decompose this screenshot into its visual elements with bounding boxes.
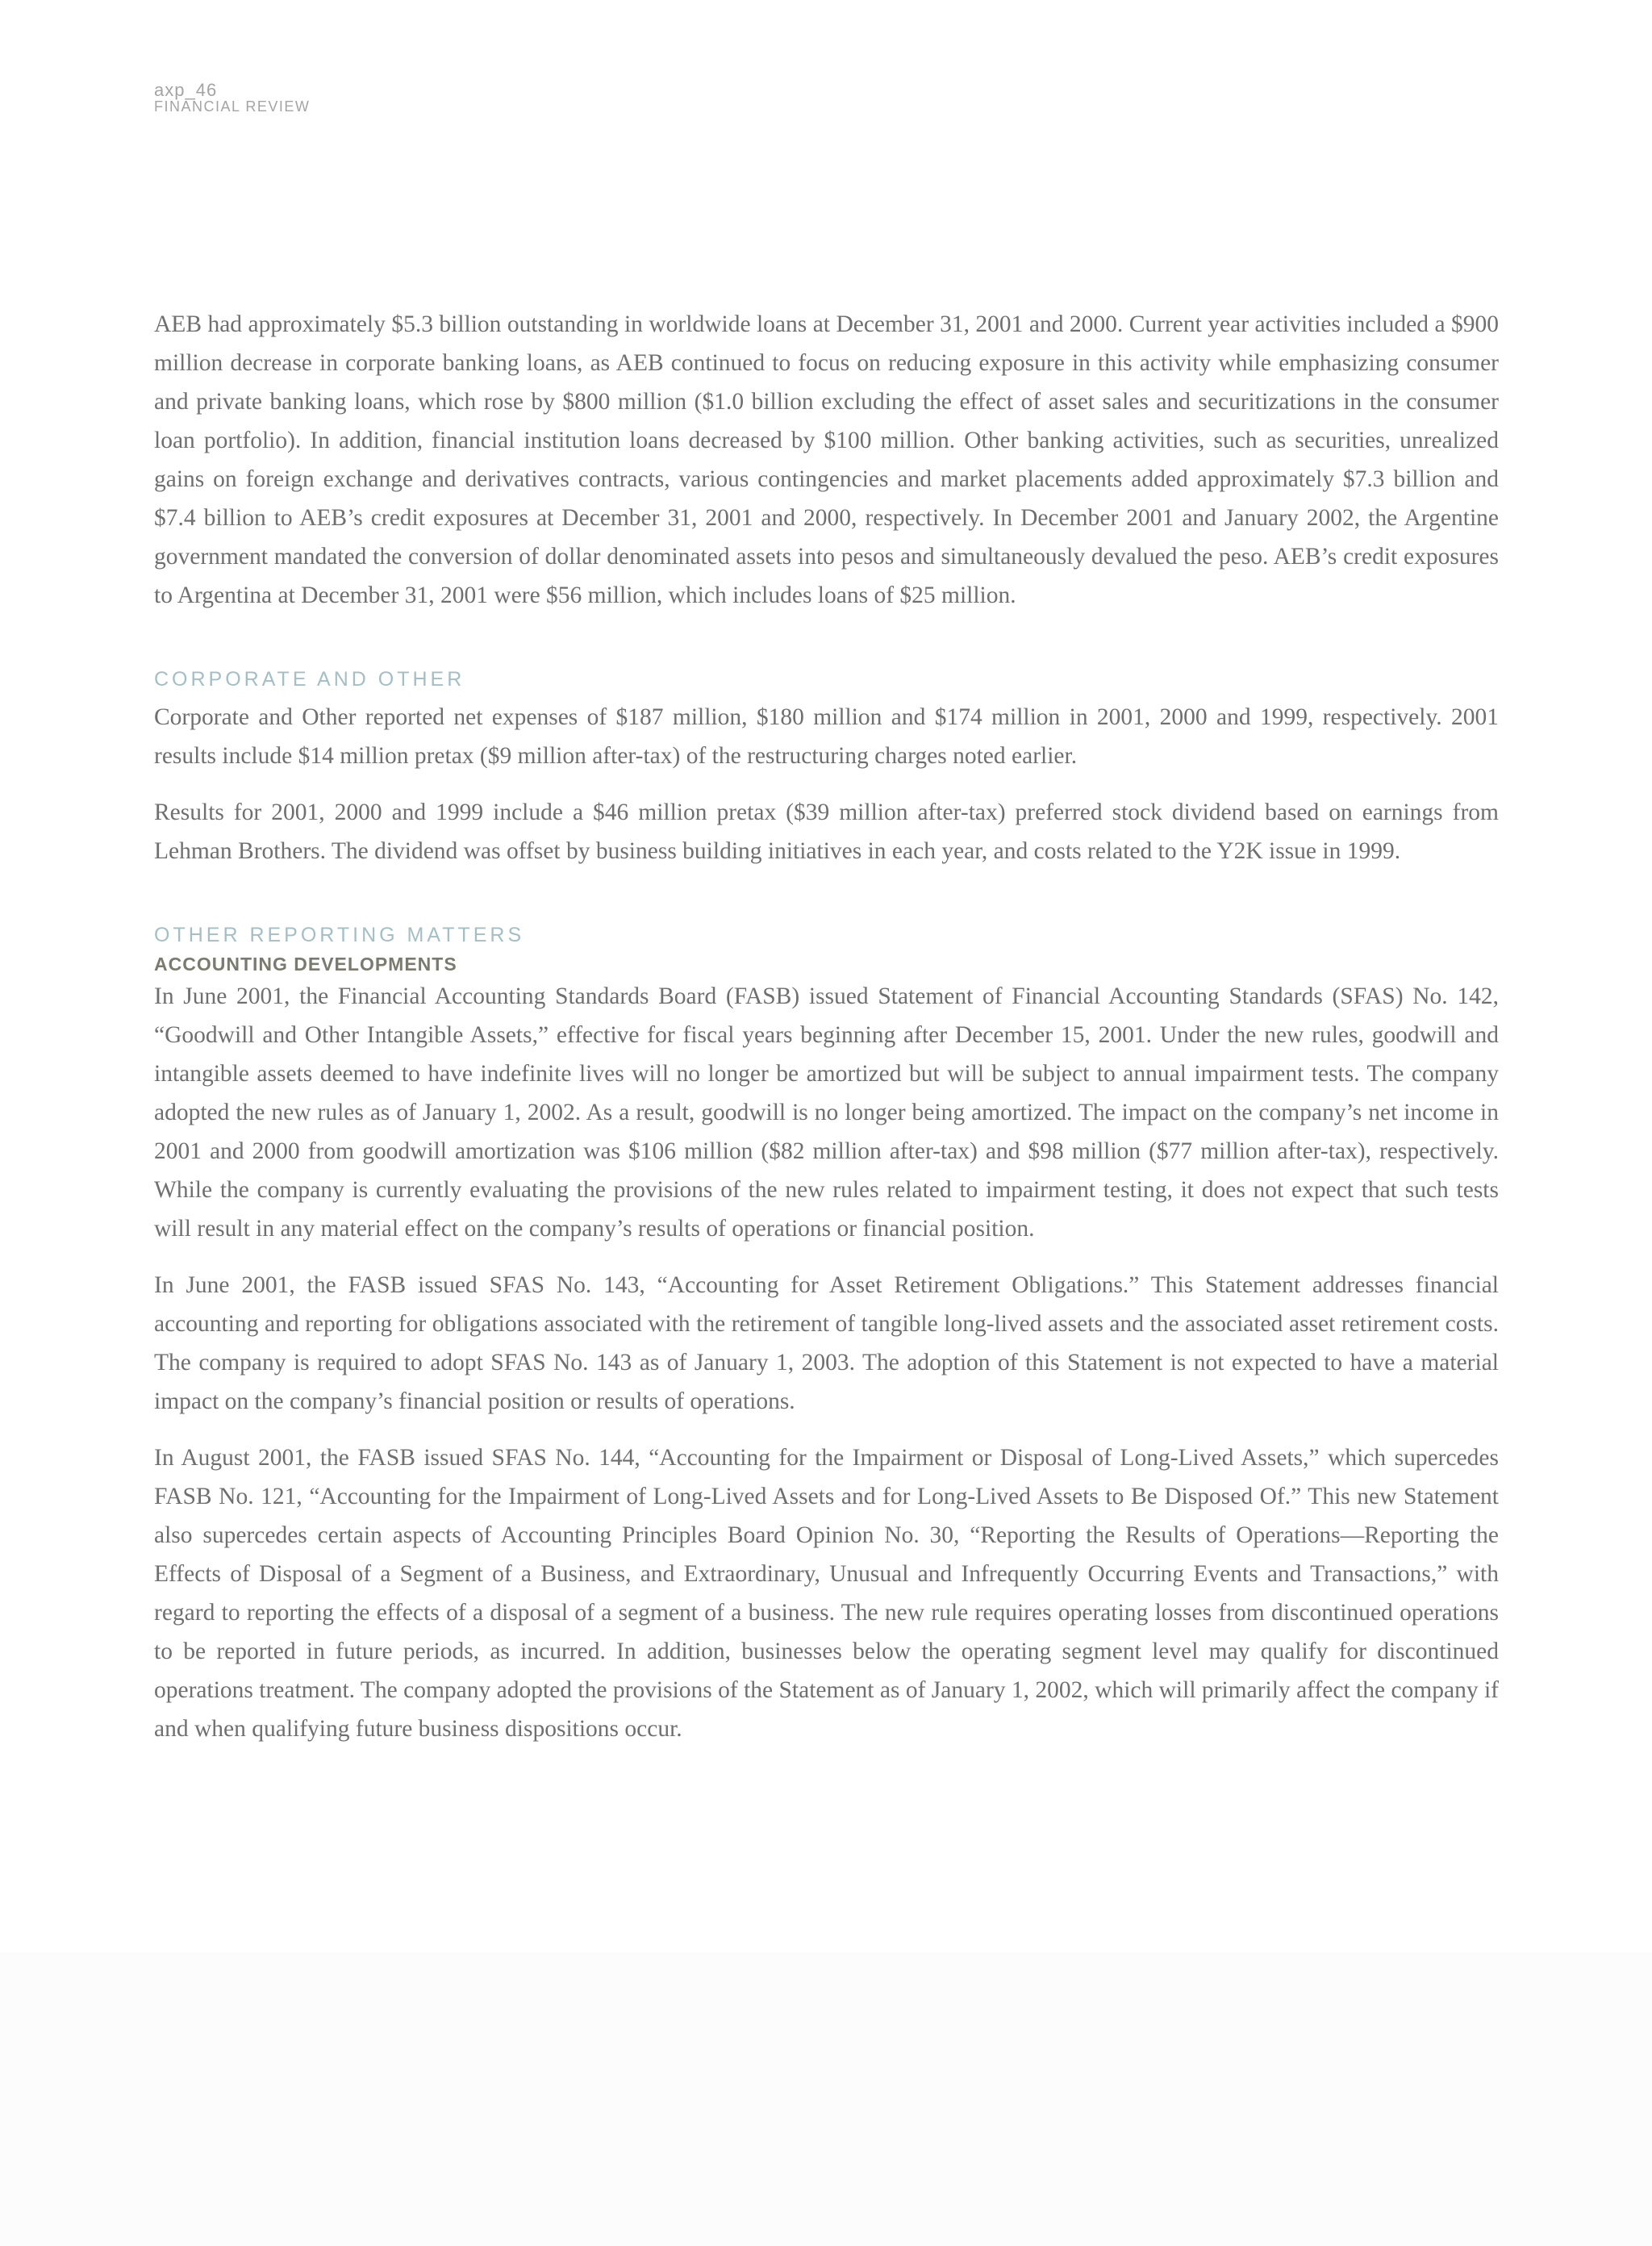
sfas-144-paragraph: In August 2001, the FASB issued SFAS No. 144, “Accounting for the Impairment or Disposal of Long-Lived Assets,” which supercedes FASB No. 121, “Accounting for the Impairment of Long-Lived Assets and for Long-Lived Assets to Be Disposed Of.” This new Statement also supercedes certain aspects of Accounting Principles Board Opinion No. 30, “Reporting the Results of Operations—Reporting the Effects of Disposal of a Segment of a Business, and Extraordinary, Unusual and Infrequently Occurring Events and Transactions,” with regard to reporting the effects of a disposal of a segment of a business. The new rule requires operating losses from discontinued operations to be reported in future periods, as incurred. In addition, businesses below the operating segment level may qualify for discontinued operations treatment. The company adopted the provisions of the Statement as of January 1, 2002, which will primarily affect the company if and when qualifying future business dispositions occur. bbox=[154, 1445, 1499, 1742]
page-bottom-tint bbox=[0, 1952, 1652, 2246]
corporate-other-heading: CORPORATE AND OTHER bbox=[154, 668, 465, 691]
intro-paragraph: AEB had approximately $5.3 billion outstanding in worldwide loans at December 31, 2001 and 2000. Current year activities included a $900 million decrease in corporate banking loans, as AEB continued to focus on reducing exposure in this activity while emphasizing consumer and private banking loans, which rose by $800 million ($1.0 billion excluding the effect of asset sales and securitizations in the consumer loan portfolio). In addition, financial institution loans decreased by $100 million. Other banking activities, such as securities, unrealized gains on foreign exchange and derivatives contracts, various contingencies and market placements added approximately $7.3 billion and $7.4 billion to AEB’s credit exposures at December 31, 2001 and 2000, respectively. In December 2001 and January 2002, the Argentine government mandated the conversion of dollar denominated assets into pesos and simultaneously devalued the peso. AEB’s credit exposures to Argentina at December 31, 2001 were $56 million, which includes loans of $25 million. bbox=[154, 311, 1499, 608]
sfas-143-paragraph: In June 2001, the FASB issued SFAS No. 143, “Accounting for Asset Retirement Obligations.” This Statement addresses financial accounting and reporting for obligations associated with the retirement of tangible long-lived assets and the associated asset retirement costs. The company is required to adopt SFAS No. 143 as of January 1, 2003. The adoption of this Statement is not expected to have a material impact on the company’s financial position or results of operations. bbox=[154, 1272, 1499, 1414]
accounting-developments-subheading: ACCOUNTING DEVELOPMENTS bbox=[154, 954, 457, 975]
other-reporting-heading: OTHER REPORTING MATTERS bbox=[154, 924, 525, 946]
corporate-other-paragraph-2: Results for 2001, 2000 and 1999 include a $46 million pretax ($39 million after-tax) preferred stock dividend based on earnings from Lehman Brothers. The dividend was offset by business building initiatives in each year, and costs related to the Y2K issue in 1999. bbox=[154, 799, 1499, 864]
page-number: axp_46 bbox=[154, 80, 218, 100]
section-label: FINANCIAL REVIEW bbox=[154, 98, 311, 115]
sfas-142-paragraph: In June 2001, the Financial Accounting Standards Board (FASB) issued Statement of Financial Accounting Standards (SFAS) No. 142, “Goodwill and Other Intangible Assets,” effective for fiscal years beginning after December 15, 2001. Under the new rules, goodwill and intangible assets deemed to have indefinite lives will no longer be amortized but will be subject to annual impairment tests. The company adopted the new rules as of January 1, 2002. As a result, goodwill is no longer being amortized. The impact on the company’s net income in 2001 and 2000 from goodwill amortization was $106 million ($82 million after-tax) and $98 million ($77 million after-tax), respectively. While the company is currently evaluating the provisions of the new rules related to impairment testing, it does not expect that such tests will result in any material effect on the company’s results of operations or financial position. bbox=[154, 983, 1499, 1242]
page-header bbox=[154, 81, 310, 115]
page-content bbox=[154, 305, 1499, 1766]
corporate-other-paragraph-1: Corporate and Other reported net expenses of $187 million, $180 million and $174 million in 2001, 2000 and 1999, respectively. 2001 results include $14 million pretax ($9 million after-tax) of the restructuring charges noted earlier. bbox=[154, 704, 1499, 769]
